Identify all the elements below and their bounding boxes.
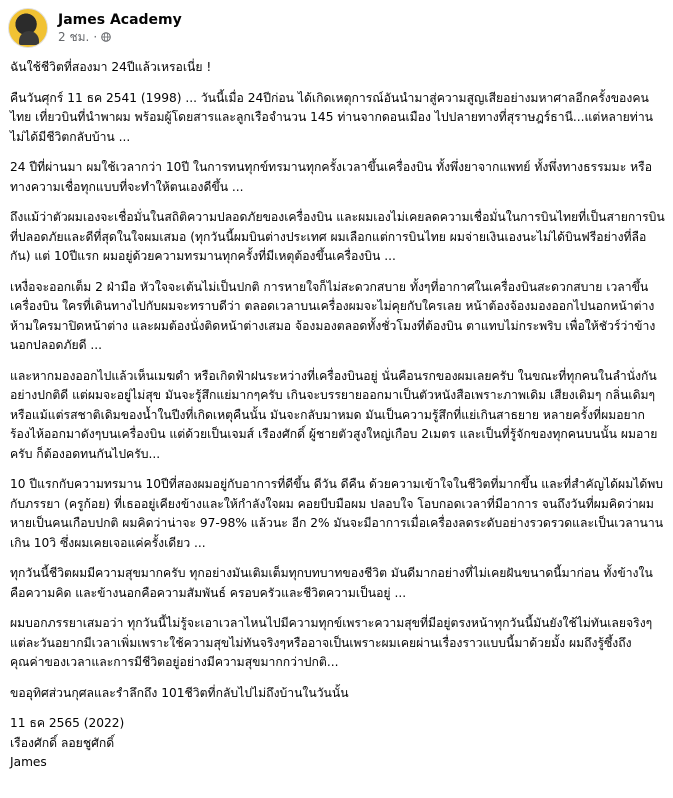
author-name[interactable]: James Academy	[58, 12, 182, 28]
post-body	[10, 58, 665, 773]
post-paragraph: เหงื่อจะออกเต็ม 2 ฝ่ามือ หัวใจจะเต้นไม่เป็นปกติ การหายใจก็ไม่สะดวกสบาย ทั้งๆที่อากาศในเครื่องบินสะดวกสบาย เวลาขึ้นเครื่องบิน ใครที่เดินทางไปกับผมจะทราบดีว่า ตลอดเวลาบนเครื่องผมจะไม่คุยกับใครเลย หน้าต้องจ้องมองออกไปนอกหน้าต่าง ห้ามใครมาปิดหน้าต่าง และผมต้องนั่งติดหน้าต่างเสมอ จ้องมองตลอดทั้งชั่วโมงที่ต้องบิน ตาแทบไม่กระพริบ เพื่อให้ชัวร์ว่าข้างนอกปลอดภัยดี ...	[10, 279, 656, 352]
post-paragraph: 24 ปีที่ผ่านมา ผมใช้เวลากว่า 10ปี ในการทนทุกข์ทรมานทุกครั้งเวลาขึ้นเครื่องบิน ทั้งพึ่งยาจากแพทย์ ทั้งพึ่งทางธรรมมะ หรือทางความเชื่อทุกแบบที่จะทำให้ตนเองดีขึ้น ...	[10, 160, 653, 194]
signature-nickname: James	[10, 755, 47, 769]
post-paragraph: และหากมองออกไปแล้วเห็นเมฆดำ หรือเกิดฟ้าฝนระหว่างที่เครื่องบินอยู่ นั่นคือนรกของผมเลยครับ ในขณะที่ทุกคนในลำนั่งกันอย่างปกติดี แต่ผมจะอยู่ไม่สุข มันจะรู้สึกแย่มากๆครับ เกินจะบรรยายออกมาเป็นตัวหนังสือเพราะภาพเดิม เสียงเดิมๆ กลิ่นเดิมๆ หรือแม้แต่รสชาติเดิมของน้ำในปีงที่เกิดเหตุคืนนั้น มันจะกลับมาหมด มันเป็นความรู้สึกที่แย่เกินสาธยาย หลายครั้งที่ผมอยากร้องไห้ออกมาดังๆบนเครื่องบิน แต่ด้วยเป็นเจมส์ เรืองศักดิ์ ผู้ชายตัวสูงใหญ่เกือบ 2เมตร และเป็นที่รู้จักของทุกคนบนนั้น ผมอายครับ ก็ต้องอดทนกันไปครับ...	[10, 368, 658, 461]
separator: ·	[93, 30, 98, 44]
post-paragraph: ถึงแม้ว่าตัวผมเองจะเชื่อมั่นในสถิติความปลอดภัยของเครื่องบิน และผมเองไม่เคยลดความเชื่อมั่นในการบินไทยที่เป็นสายการบินที่ปลอดภัยและดีที่สุดในใจผมเสมอ (ทุกวันนี้ผมบินต่างประเทศ ผมเลือกแต่การบินไทย ผมจ่ายเงินเองนะไม่ได้บินฟรีอย่างที่ลือกัน) แต่ 10ปีแรก ผมอยู่ด้วยความทรมานทุกครั้งที่มีเหตุต้องขึ้นเครื่องบิน ...	[10, 210, 665, 263]
post-paragraph: ผมบอกภรรยาเสมอว่า ทุกวันนี้ไม่รู้จะเอาเวลาไหนไปมีความทุกข์เพราะความสุขที่มีอยู่ตรงหน้าทุกวันนี้มันยังใช้ไม่ทันเลยจริงๆ แต่ละวันอยากมีเวลาเพิ่มเพราะใช้ความสุขไม่ทันจริงๆหรืออาจเป็นเพราะผมเคยผ่านเรื่องราวแบบนี้มาด้วยมั้ง ผมถึงรู้ซึ้งถึงคุณค่าของเวลาและการมีชีวิตอยู่อย่างมีความสุขมากกว่าปกติ...	[10, 616, 653, 669]
signature-name: เรืองศักดิ์ ลอยชูศักดิ์	[10, 735, 115, 750]
post-time[interactable]: 2 ชม.	[58, 30, 90, 44]
post-meta	[58, 11, 182, 45]
post-paragraph: ทุกวันนี้ชีวิตผมมีความสุขมากครับ ทุกอย่างมันเติมเต็มทุกบทบาทของชีวิต มันดีมากอย่างที่ไม่เคยฝันขนาดนี้มาก่อน ทั้งข้างในคือความคิด และข้างนอกคือความสัมพันธ์ ครอบครัวและชีวิตความเป็นอยู่ ...	[10, 566, 653, 600]
post-paragraph: ขออุทิศส่วนกุศลและรำลึกถึง 101ชีวิตที่กลับไปไม่ถึงบ้านในวันนั้น	[10, 685, 349, 700]
post-subline	[58, 29, 182, 45]
post-paragraph: 10 ปีแรกกับความทรมาน 10ปีที่สองผมอยู่กับอาการที่ดีขึ้น ดีวัน ดีคืน ด้วยความเข้าใจในชีวิตที่มากขึ้น และที่สำคัญได้ผมได้พบกับภรรยา (ครูก้อย) ที่เธออยู่เคียงข้างและให้กำลังใจผม คอยบีบมือผม ปลอบใจ โอบกอดเวลาที่มีอาการ จนถึงวันที่ผมคิดว่าผมหายเป็นคนเกือบปกติ ผมคิดว่าน่าจะ 97-98% แล้วนะ อีก 2% มันจะมีอาการเมื่อเครื่องลดระดับอย่างรวดรวดและเป็นเวลานานเกิน 10วิ ซึ่งผมเคยเจอแค่ครั้งเดียว ...	[10, 477, 664, 550]
post-header	[8, 6, 182, 50]
signature-date: 11 ธค 2565 (2022)	[10, 716, 125, 730]
globe-icon[interactable]	[101, 32, 111, 42]
post-paragraph: ฉันใช้ชีวิตที่สองมา 24ปีแล้วเหรอเนี่ย !	[10, 60, 212, 74]
avatar[interactable]	[8, 8, 48, 48]
post-paragraph: คืนวันศุกร์ 11 ธค 2541 (1998) ... วันนี้เมื่อ 24ปีก่อน ได้เกิดเหตุการณ์อันนำมาสู่ความสูญเสียอย่างมหาศาลอีกครั้งของคนไทย เที่ยวบินที่นำพาผม พร้อมผู้โดยสารและลูกเรือจำนวน 145 ท่านจากดอนเมือง ไปปลายทางที่สุราษฎร์ธานี...แต่หลายท่านไม่ได้มีชีวิตกลับบ้าน ...	[10, 90, 654, 144]
signature	[10, 714, 665, 773]
